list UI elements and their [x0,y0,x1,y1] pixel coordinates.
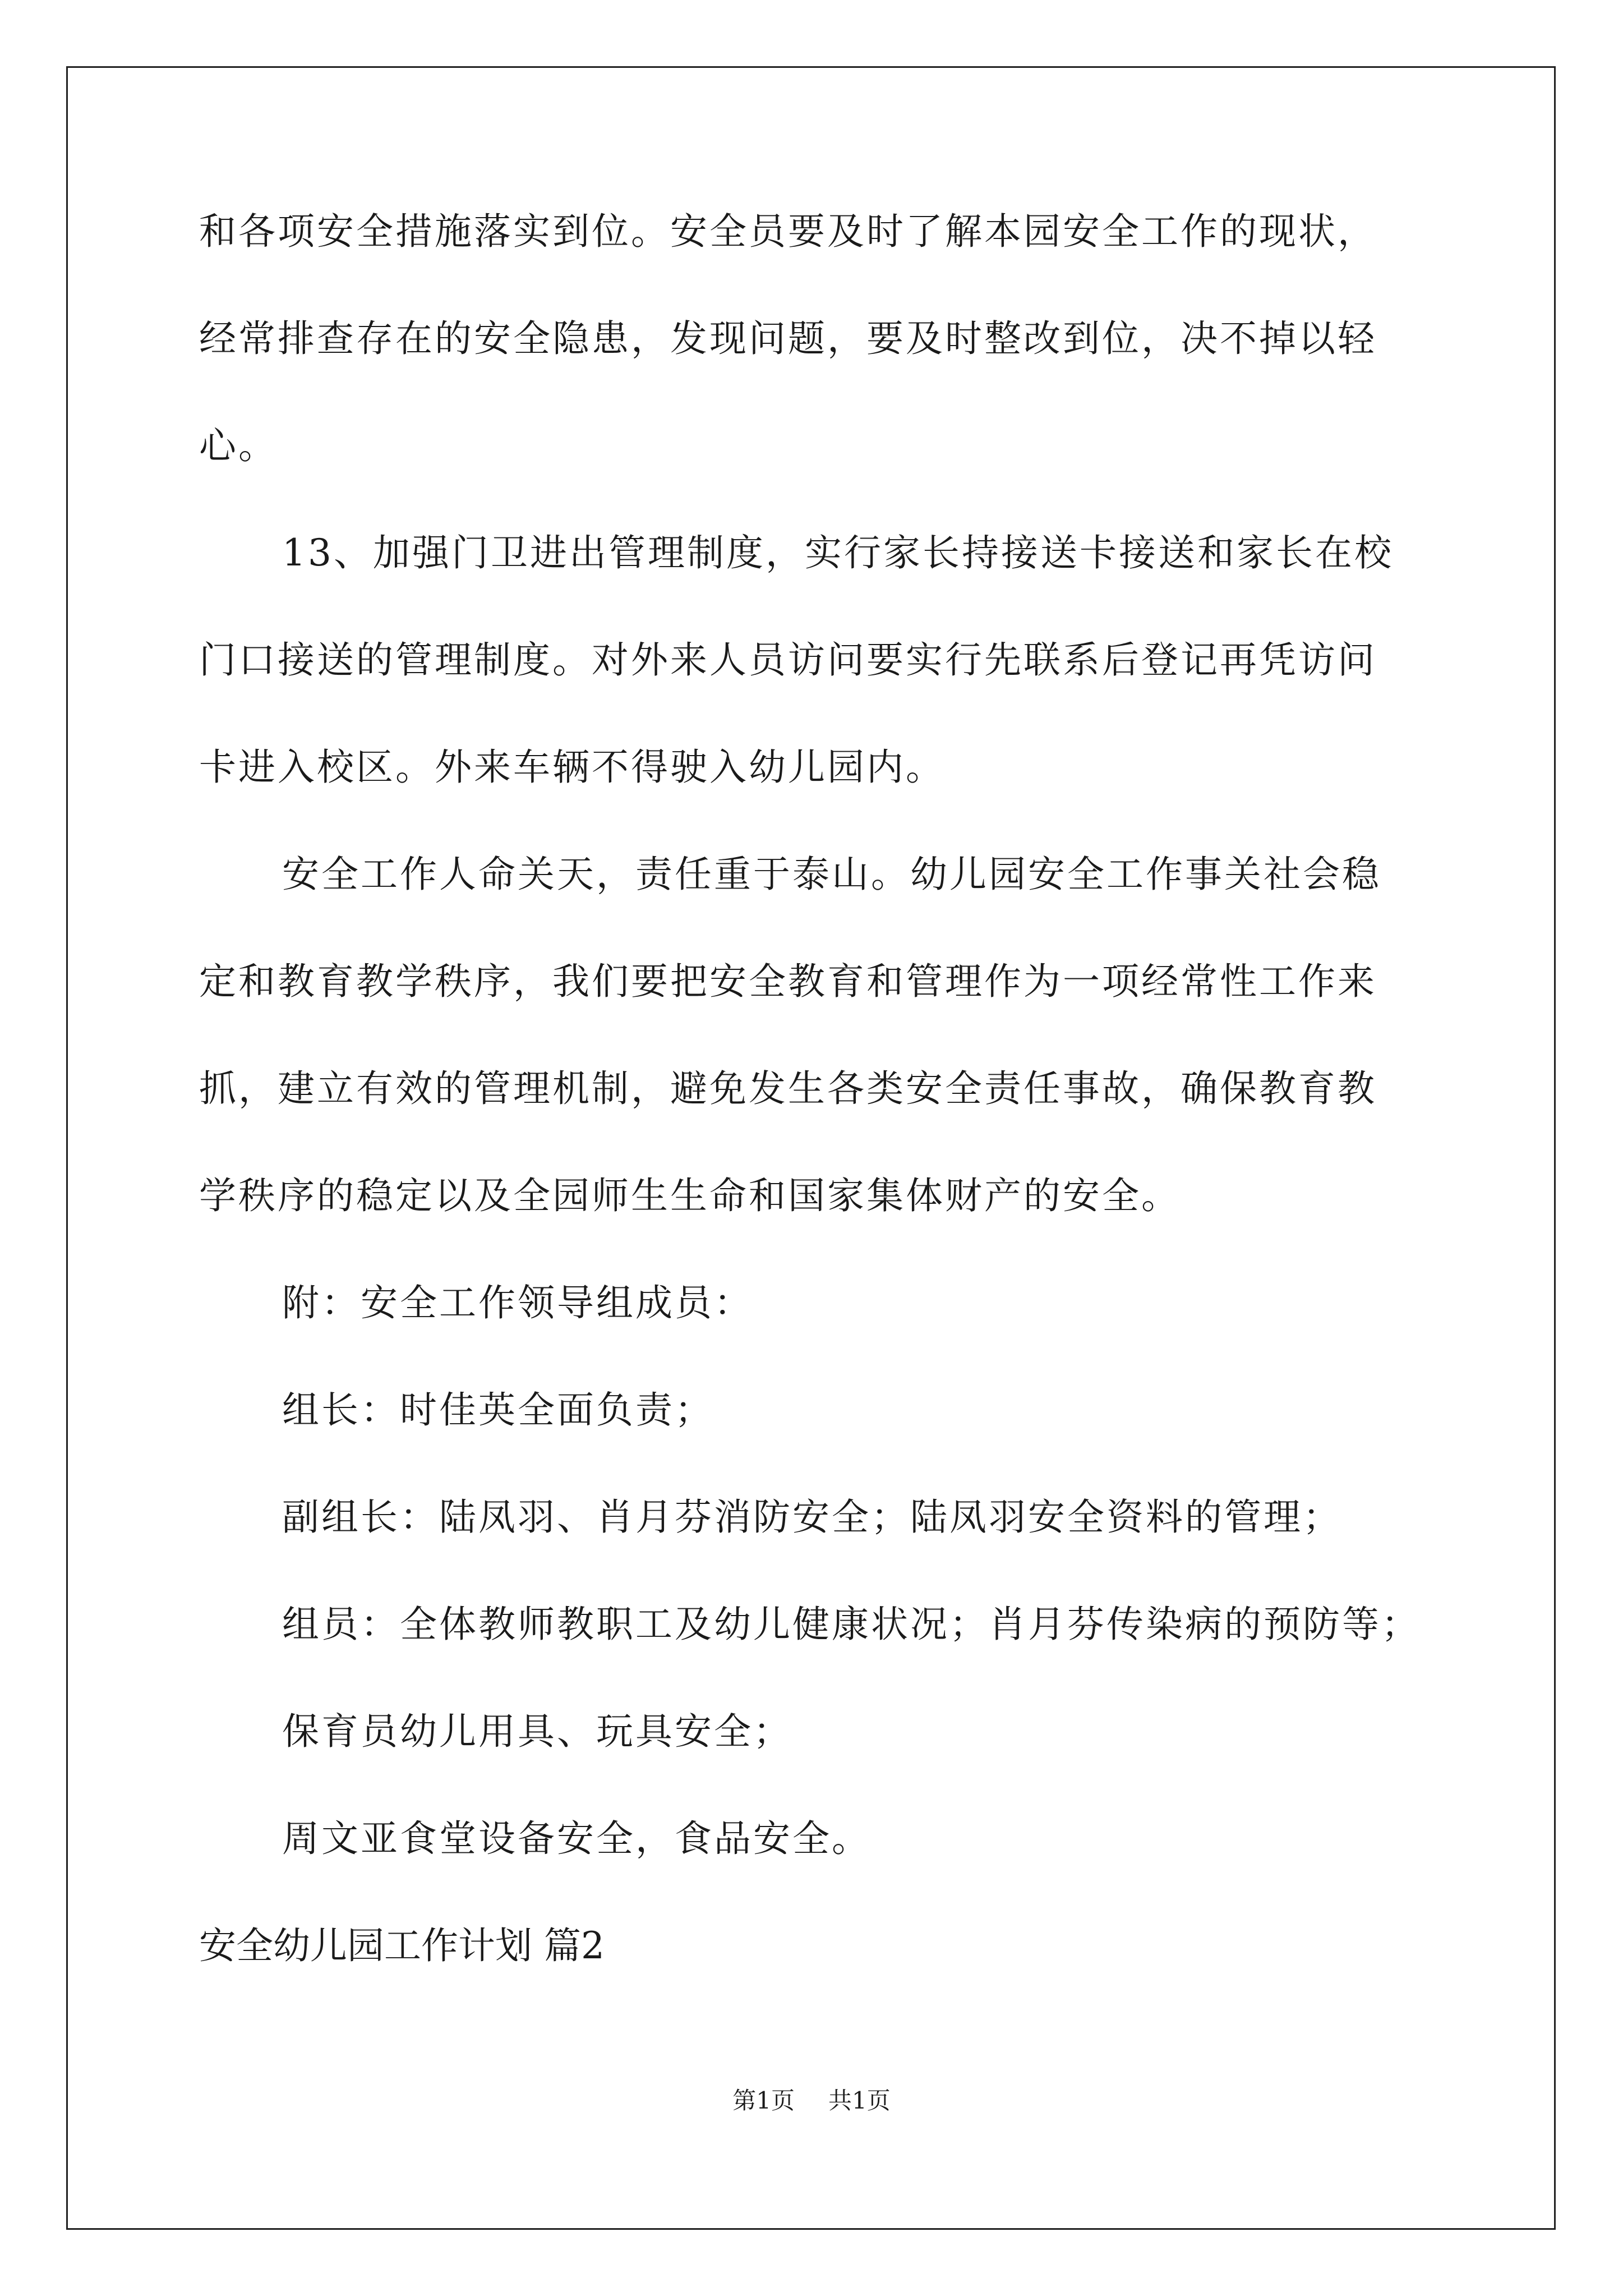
summary-paragraph-line-2: 定和教育教学秩序，我们要把安全教育和管理作为一项经常性工作来 [199,960,1377,1003]
text-line-2: 经常排查存在的安全隐患，发现问题，要及时整改到位，决不掉以轻 [199,317,1377,360]
paragraph-13-line-3: 卡进入校区。外来车辆不得驶入幼儿园内。 [199,746,945,789]
text-line-1: 和各项安全措施落实到位。安全员要及时了解本园安全工作的现状， [199,210,1377,253]
member-staff: 组员：全体教师教职工及幼儿健康状况；肖月芬传染病的预防等； [282,1603,1421,1646]
text-line-3: 心。 [199,424,278,467]
summary-paragraph-line-3: 抓，建立有效的管理机制，避免发生各类安全责任事故，确保教育教 [199,1067,1377,1110]
page-footer [0,2089,1623,2113]
page-number-total: 共1页 [828,2087,891,2114]
member-deputy-leader: 副组长：陆凤羽、肖月芬消防安全；陆凤羽安全资料的管理； [282,1496,1342,1539]
document-body [199,210,1433,2034]
member-nursery: 保育员幼儿用具、玩具安全； [282,1710,792,1753]
summary-paragraph-line-1: 安全工作人命关天，责任重于泰山。幼儿园安全工作事关社会稳 [282,853,1381,896]
member-canteen: 周文亚食堂设备安全，食品安全。 [282,1817,871,1860]
appendix-heading: 附：安全工作领导组成员： [282,1281,753,1324]
section-title: 安全幼儿园工作计划 篇2 [199,1924,605,1967]
member-leader: 组长：时佳英全面负责； [282,1388,714,1432]
paragraph-13-line-1: 13、加强门卫进出管理制度，实行家长持接送卡接送和家长在校 [282,531,1394,574]
summary-paragraph-line-4: 学秩序的稳定以及全园师生生命和国家集体财产的安全。 [199,1174,1181,1217]
paragraph-13-line-2: 门口接送的管理制度。对外来人员访问要实行先联系后登记再凭访问 [199,638,1377,682]
page-number-current: 第1页 [732,2087,795,2114]
